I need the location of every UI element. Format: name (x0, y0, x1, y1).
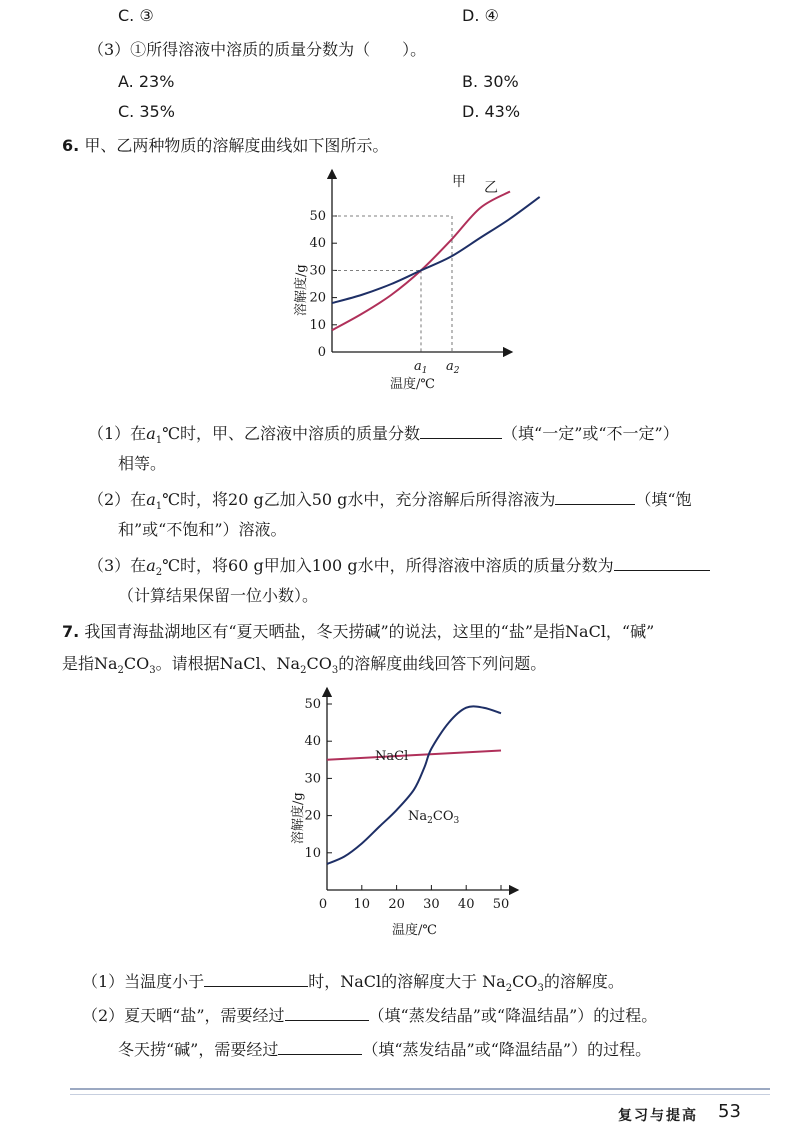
q7-sub2-line2 (118, 1036, 651, 1062)
q6-sub3-prefix: （3）在 (88, 556, 147, 575)
footer-label: 复习与提高 (618, 1108, 698, 1124)
q7-sub1-sub2: 2 (505, 983, 513, 995)
page-number: 53 (718, 1101, 741, 1122)
chart1-y-label: 溶解度/g (294, 264, 309, 316)
q6-sub1-var: a (146, 424, 156, 443)
q7-number: 7. (62, 622, 80, 641)
chart2-y-tick-label: 20 (304, 808, 321, 824)
q7-stem-text2d: CO (306, 654, 332, 673)
q6-sub1-line2: 相等。 (118, 454, 167, 473)
q7-sub1-co: CO (512, 972, 538, 991)
curve-yi (332, 197, 540, 303)
q6-sub3-answer-blank[interactable] (614, 552, 710, 571)
q6-sub2-hint: （填“饱 (635, 490, 692, 509)
q7-sub1-prefix: （1）当温度小于 (82, 972, 205, 991)
chart1-y-tick-label: 30 (309, 263, 326, 279)
q7-sub1-suffix: 的溶解度。 (543, 972, 624, 991)
footer-rule (70, 1088, 770, 1095)
chart2-x-tick-label: 20 (388, 897, 405, 912)
q6-sub3-line1 (88, 552, 710, 585)
q5-option-c: C. ③ (118, 6, 154, 25)
tick-a1: $a_1$ (414, 359, 428, 376)
q6-sub2-var: a (146, 490, 156, 509)
q6-sub2-prefix: （2）在 (88, 490, 147, 509)
q6-sub1-hint: （填“一定”或“不一定”） (502, 424, 679, 443)
q7-stem-text2a: 是指Na (62, 654, 118, 673)
q7-stem-sub2a: 2 (117, 665, 124, 677)
legend-yi: 乙 (484, 180, 498, 196)
chart2-x-tick-label: 10 (353, 897, 371, 912)
q7-stem-text1: 我国青海盐湖地区有“夏天晒盐，冬天捞碱”的说法，这里的“盐”是指NaCl，“碱” (84, 622, 655, 641)
q7-stem-sub3a: 3 (149, 665, 156, 677)
chart2-y-tick-label: 10 (304, 845, 321, 861)
curve-nacl (327, 751, 501, 760)
q7-sub2-prefix: （2）夏天晒“盐”，需要经过 (82, 1006, 285, 1025)
chart2-y-tick-label: 40 (304, 734, 321, 750)
q7-sub1 (82, 968, 624, 1001)
q6-sub3-text: ℃时，将60 g甲加入100 g水中，所得溶液中溶质的质量分数为 (162, 556, 614, 575)
q7-sub2-answer-blank1[interactable] (285, 1002, 369, 1021)
q6-sub2-text: ℃时，将20 g乙加入50 g水中，充分溶解后所得溶液为 (162, 490, 556, 509)
q6-sub1-answer-blank[interactable] (420, 420, 502, 439)
q6-sub3-line2: （计算结果保留一位小数）。 (118, 586, 319, 605)
q7-sub1-answer-blank[interactable] (204, 968, 308, 987)
q6-sub1-prefix: （1）在 (88, 424, 147, 443)
curve-jia (332, 192, 510, 331)
q7-sub2-answer-blank2[interactable] (278, 1036, 362, 1055)
q6-sub1-var-sub: 1 (155, 435, 163, 447)
q7-sub2-prefix2: 冬天捞“碱”，需要经过 (118, 1040, 279, 1059)
q6-sub3-var: a (146, 556, 156, 575)
q7-sub2-line1 (82, 1002, 657, 1028)
q7-sub2-hint2: （填“蒸发结晶”或“降温结晶”）的过程。 (362, 1040, 652, 1059)
q7-sub1-sub3: 3 (537, 983, 544, 995)
q6-sub1-text: ℃时，甲、乙溶液中溶质的质量分数 (162, 424, 421, 443)
q5-sub3-option-a: A. 23% (118, 72, 175, 91)
q6-solubility-chart (280, 166, 540, 396)
q6-sub2-line1 (88, 486, 692, 519)
chart2-x-tick-label: 40 (457, 897, 475, 912)
q7-stem-text2c: 。请根据NaCl、Na (155, 654, 301, 673)
tick-a2: $a_2$ (446, 359, 460, 376)
chart2-x-tick-label: 0 (318, 897, 328, 912)
q6-sub2-var-sub: 1 (155, 501, 163, 513)
q5-sub3-option-d: D. 43% (462, 102, 521, 121)
chart1-y-tick-label: 20 (309, 290, 326, 306)
q7-stem-line1 (62, 620, 654, 644)
chart1-y-tick-label: 40 (309, 236, 326, 252)
q7-stem-text2e: 的溶解度曲线回答下列问题。 (338, 654, 547, 673)
q5-sub3-option-c: C. 35% (118, 102, 175, 121)
chart2-x-tick-label: 50 (492, 897, 510, 912)
q7-sub2-hint1: （填“蒸发结晶”或“降温结晶”）的过程。 (368, 1006, 658, 1025)
legend-na2co3: $Na_2CO_3$ (408, 809, 460, 826)
chart2-y-label: 溶解度/g (291, 792, 306, 844)
q6-sub2-line2: 和”或“不饱和”）溶液。 (118, 520, 287, 539)
q6-number: 6. (62, 136, 80, 155)
curve-na2co3 (327, 706, 501, 864)
q5-option-d: D. ④ (462, 6, 499, 25)
chart1-x-label: 温度/℃ (390, 377, 435, 392)
chart2-x-tick-label: 30 (423, 897, 440, 912)
q7-solubility-chart (280, 684, 530, 944)
q6-sub3-var-sub: 2 (155, 567, 163, 579)
q7-stem-sub2b: 2 (300, 665, 307, 677)
chart2-y-tick-label: 30 (304, 771, 321, 787)
q6-sub2-answer-blank[interactable] (555, 486, 635, 505)
chart2-y-tick-label: 50 (304, 697, 321, 712)
chart1-y-tick-label: 50 (309, 209, 326, 224)
chart1-y-tick-label: 0 (317, 345, 326, 360)
q7-sub1-text: 时，NaCl的溶解度大于 Na (308, 972, 506, 991)
q7-stem-text2b: CO (123, 654, 150, 673)
q7-stem-sub3b: 3 (331, 665, 339, 677)
q5-sub3-option-b: B. 30% (462, 72, 519, 91)
legend-jia: 甲 (452, 174, 466, 190)
q6-stem-text: 甲、乙两种物质的溶解度曲线如下图所示。 (84, 136, 389, 155)
chart2-x-label: 温度/℃ (392, 923, 437, 938)
q7-stem-line2 (62, 652, 546, 683)
q5-sub3: （3）①所得溶液中溶质的质量分数为（ ）。 (88, 40, 427, 59)
q6-stem (62, 134, 388, 158)
q6-sub1-line1 (88, 420, 679, 453)
legend-nacl: NaCl (375, 749, 409, 764)
chart1-y-tick-label: 10 (309, 317, 326, 333)
